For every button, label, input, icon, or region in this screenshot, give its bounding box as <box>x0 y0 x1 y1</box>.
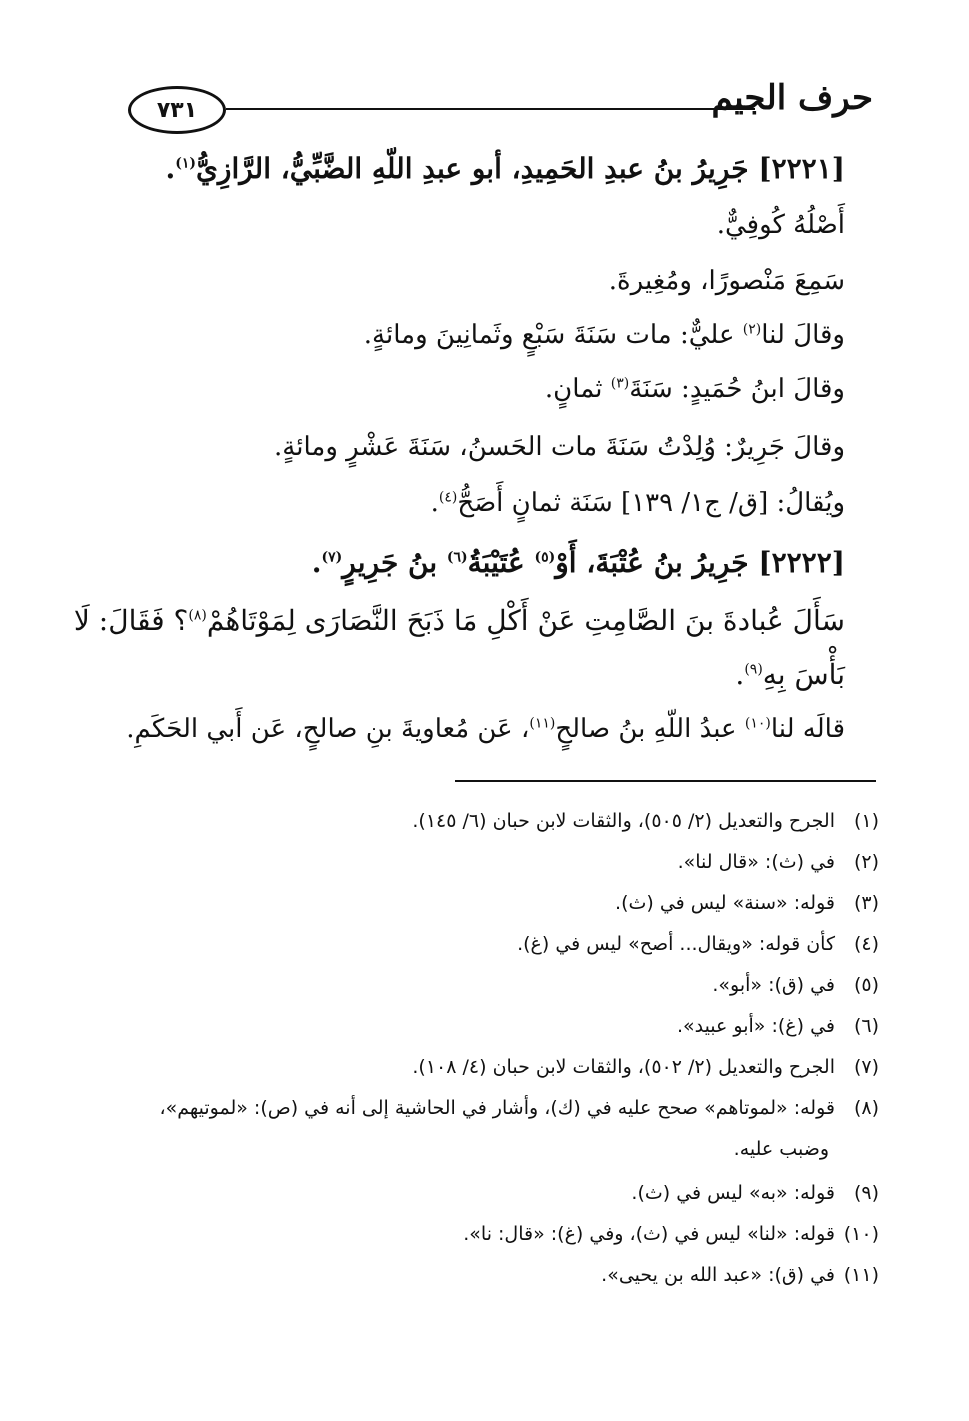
text-line <box>126 714 845 744</box>
text-line <box>431 488 845 518</box>
text-span: ويُقالُ: [ق/ ج١/ ١٣٩] سَنَة ثمانٍ أَصَحُّ <box>457 488 845 518</box>
footnote-number: (٧) <box>853 1056 879 1078</box>
footnote-separator <box>455 780 876 782</box>
footnote-6 <box>677 1015 879 1037</box>
footnote-number: (٣) <box>853 892 879 914</box>
text-line: سَمِعَ مَنْصورًا، ومُغِيرةَ. <box>608 266 845 296</box>
footnote-8 <box>159 1097 879 1119</box>
footnote-ref: (٤) <box>438 489 458 506</box>
footnote-11 <box>601 1264 879 1286</box>
footnote-9 <box>631 1182 879 1204</box>
text-span: بَأْسَ بِهِ <box>762 658 845 691</box>
text-span: ؟ فَقَالَ: لَا <box>73 604 189 637</box>
footnote-number: (٢) <box>853 851 879 873</box>
text-span: سَأَلَ عُبادةَ بنَ الصَّامِتِ عَنْ أَكْلِ مَا ذَبَحَ النَّصَارَى لِمَوْتَاهُمْ <box>206 604 845 637</box>
footnote-ref: (٥) <box>534 549 556 566</box>
text-span: عبدُ اللّهِ بنُ صالحٍ <box>555 714 737 744</box>
footnote-ref: (٨) <box>188 607 207 624</box>
footnote-ref: (٧) <box>321 549 343 566</box>
footnote-text: كأن قوله: «ويقال... أصح» ليس في (غ). <box>517 933 835 955</box>
footnote-number: (٤) <box>853 933 879 955</box>
text-span: ، عَن مُعاويةَ بنِ صالحٍ، عَن أَبي الحَكَمِ. <box>126 714 530 744</box>
footnote-number: (١) <box>853 810 879 832</box>
footnote-number: (٨) <box>853 1097 879 1119</box>
text-span: وقالَ ابنُ حُمَيدٍ: سَنَةَ <box>629 374 845 404</box>
text-line: وقالَ جَرِيرٌ: وُلِدْتُ سَنَةَ مات الحَسنُ، سَنَةَ عَشْرٍ ومائةٍ. <box>274 432 845 462</box>
entry-number: [٢٢٢٢] <box>758 546 845 579</box>
footnote-ref: (١١) <box>529 715 556 732</box>
footnote-number: (٥) <box>853 974 879 996</box>
footnote-text: في (غ): «أبو عبيد». <box>676 1015 835 1037</box>
footnote-7 <box>412 1056 879 1078</box>
footnote-text: قوله: «به» ليس في (ث). <box>631 1182 835 1204</box>
text-line <box>545 374 845 404</box>
footnote-number: (١١) <box>843 1264 879 1286</box>
footnote-3 <box>615 892 879 914</box>
footnote-10 <box>463 1223 879 1245</box>
footnote-ref: (٢) <box>742 321 762 338</box>
footnote-ref: (٩) <box>744 661 763 678</box>
page-header <box>128 78 873 138</box>
footnote-text: في (ق): «عبد الله بن يحيى». <box>601 1264 835 1286</box>
footnote-ref: (١٠) <box>744 715 771 732</box>
footnote-text: في (ث): «قال لنا». <box>677 851 835 873</box>
entry-number: [٢٢٢١] <box>758 152 845 185</box>
footnote-text: قوله: «لموتاهم» صحح عليه في (ك)، وأشار في الحاشية إلى أنه في (ص): «لموتيهم»، <box>159 1097 835 1119</box>
entry-name: بنُ جَرِيرٍ <box>342 546 438 579</box>
footnote-ref: (١) <box>175 155 197 172</box>
punct: . <box>735 658 745 691</box>
footnote-ref: (٣) <box>610 375 630 392</box>
footnote-text: في (ق): «أبو». <box>712 974 835 996</box>
entry-2222-heading <box>312 546 845 579</box>
text-span: وقالَ لنا <box>761 320 845 350</box>
text-line <box>74 604 845 637</box>
page-number: ٧٣١ <box>128 86 226 134</box>
footnote-text: قوله: «لنا» ليس في (ث)، وفي (غ): «قال: نا». <box>463 1223 835 1245</box>
text-span: عليٌّ: مات سَنَةَ سَبْعٍ وثَمانِينَ ومائةٍ. <box>363 320 735 350</box>
footnote-text: قوله: «سنة» ليس في (ث). <box>615 892 835 914</box>
footnote-number: (٩) <box>853 1182 879 1204</box>
entry-name: جَرِيرُ بنُ عبدِ الحَمِيدِ، أبو عبدِ اللّهِ الضَّبِّيُّ، الرَّازِيُّ <box>196 152 749 185</box>
entry-name: جَرِيرُ بنُ عُتْبَةَ، أَوْ <box>555 546 749 579</box>
entry-name: عُتَيْبَةُ <box>467 546 525 579</box>
entry-2221-heading <box>165 152 845 185</box>
footnote-text: الجرح والتعديل (٢/ ٥٠٢)، والثقات لابن حبان (٤/ ١٠٨). <box>412 1056 835 1078</box>
text-line <box>364 320 845 350</box>
text-line: أَصْلُهُ كُوفِيٌّ. <box>716 210 845 240</box>
footnote-1 <box>412 810 879 832</box>
text-span: قالَه لنا <box>770 714 845 744</box>
footnote-text: الجرح والتعديل (٢/ ٥٠٥)، والثقات لابن حبان (٦/ ١٤٥). <box>412 810 835 832</box>
footnote-number: (٦) <box>853 1015 879 1037</box>
footnote-5 <box>712 974 879 996</box>
footnote-2 <box>678 851 879 873</box>
punct: . <box>430 488 439 518</box>
footnote-4 <box>517 933 879 955</box>
chapter-title: حرف الجيم <box>711 78 873 118</box>
text-line <box>735 658 845 691</box>
punct: . <box>165 152 176 185</box>
footnote-8-continuation: وضبب عليه. <box>733 1138 829 1160</box>
header-rule <box>226 108 755 110</box>
text-span: ثمانٍ. <box>544 374 603 404</box>
punct: . <box>311 546 322 579</box>
footnote-ref: (٦) <box>446 549 468 566</box>
footnote-number: (١٠) <box>843 1223 879 1245</box>
